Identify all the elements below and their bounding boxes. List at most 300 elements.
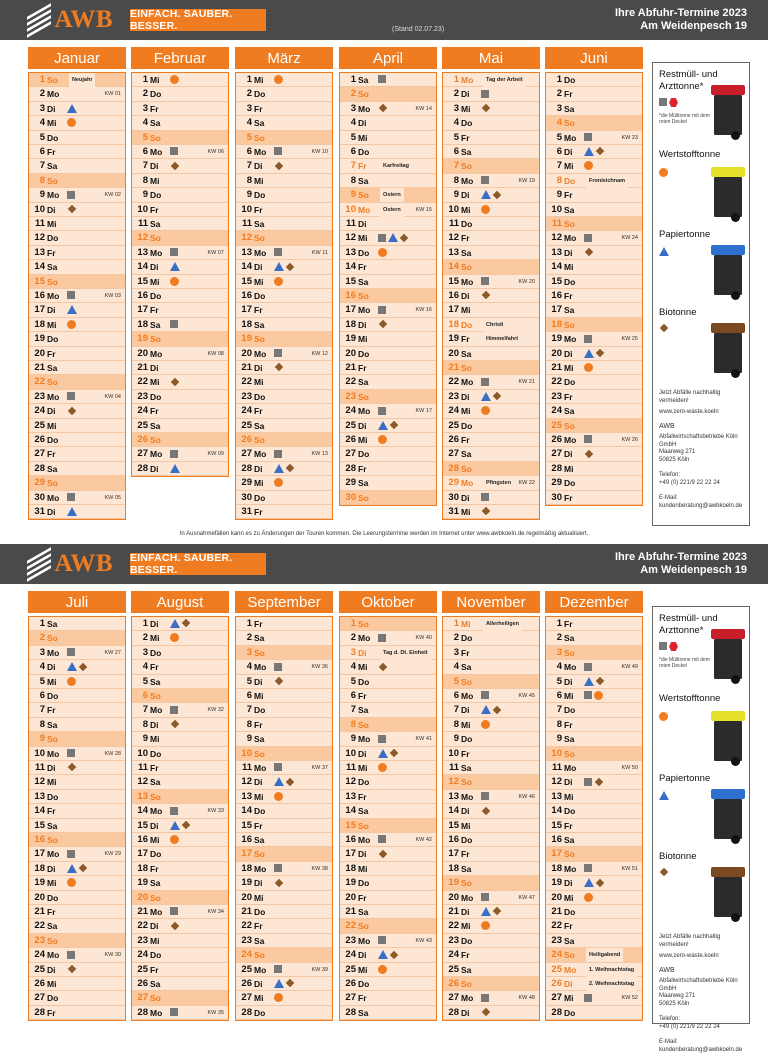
day-row[interactable] — [546, 862, 642, 876]
day-row[interactable] — [236, 347, 332, 361]
day-row[interactable] — [236, 862, 332, 876]
day-row[interactable] — [546, 390, 642, 404]
day-row[interactable] — [132, 347, 228, 361]
day-row[interactable] — [340, 631, 436, 645]
day-row[interactable] — [236, 246, 332, 260]
day-row[interactable] — [29, 905, 125, 919]
day-row[interactable] — [340, 260, 436, 274]
day-row[interactable] — [546, 303, 642, 317]
day-row[interactable] — [132, 375, 228, 389]
day-row[interactable] — [443, 116, 539, 130]
day-row[interactable] — [443, 732, 539, 746]
day-row[interactable] — [340, 145, 436, 159]
day-row[interactable] — [443, 675, 539, 689]
day-row[interactable] — [443, 174, 539, 188]
day-row[interactable] — [236, 433, 332, 447]
day-row[interactable] — [236, 617, 332, 631]
day-row[interactable] — [29, 505, 125, 519]
day-row[interactable] — [29, 159, 125, 173]
day-row[interactable] — [443, 804, 539, 818]
day-row[interactable] — [29, 646, 125, 660]
day-row[interactable] — [236, 977, 332, 991]
day-row[interactable] — [340, 833, 436, 847]
day-row[interactable] — [29, 631, 125, 645]
day-row[interactable] — [236, 361, 332, 375]
day-row[interactable] — [29, 332, 125, 346]
day-row[interactable] — [443, 332, 539, 346]
day-row[interactable] — [340, 491, 436, 505]
day-row[interactable] — [443, 991, 539, 1005]
day-row[interactable] — [236, 919, 332, 933]
day-row[interactable] — [132, 703, 228, 717]
day-row[interactable] — [236, 318, 332, 332]
day-row[interactable] — [340, 646, 436, 660]
day-row[interactable] — [443, 131, 539, 145]
day-row[interactable] — [132, 419, 228, 433]
day-row[interactable] — [340, 948, 436, 962]
day-row[interactable] — [132, 660, 228, 674]
day-row[interactable] — [29, 891, 125, 905]
day-row[interactable] — [132, 73, 228, 87]
day-row[interactable] — [29, 375, 125, 389]
day-row[interactable] — [29, 675, 125, 689]
day-row[interactable] — [132, 862, 228, 876]
day-row[interactable] — [443, 819, 539, 833]
day-row[interactable] — [443, 747, 539, 761]
day-row[interactable] — [236, 174, 332, 188]
day-row[interactable] — [236, 145, 332, 159]
day-row[interactable] — [443, 289, 539, 303]
day-row[interactable] — [29, 703, 125, 717]
day-row[interactable] — [236, 87, 332, 101]
day-row[interactable] — [132, 188, 228, 202]
day-row[interactable] — [340, 462, 436, 476]
day-row[interactable] — [29, 246, 125, 260]
day-row[interactable] — [340, 419, 436, 433]
day-row[interactable] — [443, 246, 539, 260]
day-row[interactable] — [340, 761, 436, 775]
day-row[interactable] — [340, 332, 436, 346]
day-row[interactable] — [443, 462, 539, 476]
day-row[interactable] — [132, 991, 228, 1005]
day-row[interactable] — [340, 617, 436, 631]
day-row[interactable] — [236, 660, 332, 674]
day-row[interactable] — [236, 390, 332, 404]
day-row[interactable] — [443, 977, 539, 991]
day-row[interactable] — [236, 260, 332, 274]
day-row[interactable] — [546, 246, 642, 260]
day-row[interactable] — [546, 991, 642, 1005]
day-row[interactable] — [132, 646, 228, 660]
day-row[interactable] — [236, 116, 332, 130]
day-row[interactable] — [132, 732, 228, 746]
day-row[interactable] — [340, 790, 436, 804]
day-row[interactable] — [236, 646, 332, 660]
day-row[interactable] — [546, 73, 642, 87]
day-row[interactable] — [546, 462, 642, 476]
day-row[interactable] — [29, 174, 125, 188]
day-row[interactable] — [340, 87, 436, 101]
day-row[interactable] — [29, 862, 125, 876]
day-row[interactable] — [443, 73, 539, 87]
day-row[interactable] — [443, 891, 539, 905]
day-row[interactable] — [443, 404, 539, 418]
day-row[interactable] — [443, 390, 539, 404]
day-row[interactable] — [236, 905, 332, 919]
day-row[interactable] — [236, 689, 332, 703]
day-row[interactable] — [132, 790, 228, 804]
day-row[interactable] — [546, 977, 642, 991]
day-row[interactable] — [443, 862, 539, 876]
day-row[interactable] — [340, 747, 436, 761]
day-row[interactable] — [132, 819, 228, 833]
day-row[interactable] — [29, 390, 125, 404]
day-row[interactable] — [546, 732, 642, 746]
day-row[interactable] — [132, 390, 228, 404]
day-row[interactable] — [132, 217, 228, 231]
day-row[interactable] — [340, 246, 436, 260]
day-row[interactable] — [546, 332, 642, 346]
day-row[interactable] — [29, 347, 125, 361]
day-row[interactable] — [29, 361, 125, 375]
day-row[interactable] — [546, 491, 642, 505]
day-row[interactable] — [443, 761, 539, 775]
day-row[interactable] — [29, 404, 125, 418]
day-row[interactable] — [546, 275, 642, 289]
day-row[interactable] — [236, 847, 332, 861]
day-row[interactable] — [443, 775, 539, 789]
day-row[interactable] — [236, 102, 332, 116]
day-row[interactable] — [29, 617, 125, 631]
day-row[interactable] — [236, 703, 332, 717]
day-row[interactable] — [546, 419, 642, 433]
day-row[interactable] — [443, 1006, 539, 1020]
day-row[interactable] — [443, 145, 539, 159]
day-row[interactable] — [340, 404, 436, 418]
day-row[interactable] — [443, 203, 539, 217]
day-row[interactable] — [340, 847, 436, 861]
day-row[interactable] — [340, 289, 436, 303]
day-row[interactable] — [340, 217, 436, 231]
day-row[interactable] — [340, 905, 436, 919]
day-row[interactable] — [546, 145, 642, 159]
day-row[interactable] — [132, 318, 228, 332]
day-row[interactable] — [236, 631, 332, 645]
day-row[interactable] — [340, 347, 436, 361]
day-row[interactable] — [546, 689, 642, 703]
day-row[interactable] — [132, 145, 228, 159]
day-row[interactable] — [340, 174, 436, 188]
day-row[interactable] — [546, 775, 642, 789]
day-row[interactable] — [132, 747, 228, 761]
day-row[interactable] — [340, 375, 436, 389]
day-row[interactable] — [546, 876, 642, 890]
day-row[interactable] — [340, 318, 436, 332]
day-row[interactable] — [546, 747, 642, 761]
day-row[interactable] — [236, 217, 332, 231]
day-row[interactable] — [340, 934, 436, 948]
day-row[interactable] — [546, 963, 642, 977]
day-row[interactable] — [443, 375, 539, 389]
day-row[interactable] — [29, 919, 125, 933]
day-row[interactable] — [340, 804, 436, 818]
day-row[interactable] — [340, 390, 436, 404]
day-row[interactable] — [546, 433, 642, 447]
day-row[interactable] — [546, 1006, 642, 1020]
day-row[interactable] — [236, 332, 332, 346]
day-row[interactable] — [443, 102, 539, 116]
day-row[interactable] — [546, 174, 642, 188]
day-row[interactable] — [236, 790, 332, 804]
day-row[interactable] — [29, 660, 125, 674]
day-row[interactable] — [546, 646, 642, 660]
day-row[interactable] — [236, 275, 332, 289]
day-row[interactable] — [132, 761, 228, 775]
day-row[interactable] — [546, 804, 642, 818]
day-row[interactable] — [29, 775, 125, 789]
day-row[interactable] — [29, 433, 125, 447]
day-row[interactable] — [546, 631, 642, 645]
day-row[interactable] — [29, 790, 125, 804]
day-row[interactable] — [29, 963, 125, 977]
day-row[interactable] — [132, 131, 228, 145]
day-row[interactable] — [546, 188, 642, 202]
day-row[interactable] — [132, 977, 228, 991]
day-row[interactable] — [29, 145, 125, 159]
day-row[interactable] — [236, 404, 332, 418]
day-row[interactable] — [443, 948, 539, 962]
day-row[interactable] — [443, 361, 539, 375]
day-row[interactable] — [132, 775, 228, 789]
day-row[interactable] — [340, 476, 436, 490]
day-row[interactable] — [132, 447, 228, 461]
day-row[interactable] — [546, 703, 642, 717]
day-row[interactable] — [132, 174, 228, 188]
day-row[interactable] — [340, 102, 436, 116]
day-row[interactable] — [132, 260, 228, 274]
day-row[interactable] — [546, 790, 642, 804]
day-row[interactable] — [443, 159, 539, 173]
day-row[interactable] — [443, 963, 539, 977]
day-row[interactable] — [29, 747, 125, 761]
day-row[interactable] — [443, 660, 539, 674]
day-row[interactable] — [443, 905, 539, 919]
day-row[interactable] — [132, 847, 228, 861]
day-row[interactable] — [546, 891, 642, 905]
day-row[interactable] — [340, 732, 436, 746]
day-row[interactable] — [443, 476, 539, 490]
day-row[interactable] — [443, 260, 539, 274]
day-row[interactable] — [546, 761, 642, 775]
day-row[interactable] — [29, 188, 125, 202]
day-row[interactable] — [132, 203, 228, 217]
day-row[interactable] — [443, 876, 539, 890]
day-row[interactable] — [340, 433, 436, 447]
day-row[interactable] — [132, 404, 228, 418]
day-row[interactable] — [443, 303, 539, 317]
day-row[interactable] — [443, 934, 539, 948]
day-row[interactable] — [443, 703, 539, 717]
day-row[interactable] — [29, 231, 125, 245]
day-row[interactable] — [29, 689, 125, 703]
day-row[interactable] — [236, 876, 332, 890]
day-row[interactable] — [29, 275, 125, 289]
day-row[interactable] — [340, 891, 436, 905]
day-row[interactable] — [132, 159, 228, 173]
day-row[interactable] — [29, 804, 125, 818]
day-row[interactable] — [236, 203, 332, 217]
day-row[interactable] — [236, 732, 332, 746]
day-row[interactable] — [236, 775, 332, 789]
day-row[interactable] — [132, 617, 228, 631]
day-row[interactable] — [546, 347, 642, 361]
day-row[interactable] — [132, 891, 228, 905]
day-row[interactable] — [236, 804, 332, 818]
day-row[interactable] — [340, 977, 436, 991]
day-row[interactable] — [29, 491, 125, 505]
day-row[interactable] — [29, 819, 125, 833]
day-row[interactable] — [443, 631, 539, 645]
day-row[interactable] — [29, 73, 125, 87]
day-row[interactable] — [29, 476, 125, 490]
day-row[interactable] — [29, 833, 125, 847]
day-row[interactable] — [132, 963, 228, 977]
day-row[interactable] — [546, 948, 642, 962]
day-row[interactable] — [546, 260, 642, 274]
day-row[interactable] — [340, 718, 436, 732]
day-row[interactable] — [132, 934, 228, 948]
day-row[interactable] — [546, 476, 642, 490]
day-row[interactable] — [236, 934, 332, 948]
day-row[interactable] — [340, 275, 436, 289]
day-row[interactable] — [236, 1006, 332, 1020]
day-row[interactable] — [236, 819, 332, 833]
day-row[interactable] — [29, 934, 125, 948]
day-row[interactable] — [546, 617, 642, 631]
day-row[interactable] — [236, 303, 332, 317]
day-row[interactable] — [236, 761, 332, 775]
day-row[interactable] — [236, 963, 332, 977]
day-row[interactable] — [29, 718, 125, 732]
day-row[interactable] — [29, 876, 125, 890]
day-row[interactable] — [29, 303, 125, 317]
day-row[interactable] — [546, 361, 642, 375]
day-row[interactable] — [236, 131, 332, 145]
day-row[interactable] — [443, 718, 539, 732]
day-row[interactable] — [132, 231, 228, 245]
day-row[interactable] — [132, 102, 228, 116]
day-row[interactable] — [236, 476, 332, 490]
day-row[interactable] — [236, 948, 332, 962]
day-row[interactable] — [340, 1006, 436, 1020]
day-row[interactable] — [340, 775, 436, 789]
day-row[interactable] — [236, 73, 332, 87]
day-row[interactable] — [132, 289, 228, 303]
day-row[interactable] — [236, 491, 332, 505]
day-row[interactable] — [443, 689, 539, 703]
day-row[interactable] — [132, 689, 228, 703]
day-row[interactable] — [546, 833, 642, 847]
day-row[interactable] — [546, 934, 642, 948]
day-row[interactable] — [132, 332, 228, 346]
day-row[interactable] — [132, 833, 228, 847]
day-row[interactable] — [29, 87, 125, 101]
day-row[interactable] — [132, 462, 228, 476]
day-row[interactable] — [443, 617, 539, 631]
day-row[interactable] — [443, 433, 539, 447]
day-row[interactable] — [340, 131, 436, 145]
day-row[interactable] — [340, 689, 436, 703]
day-row[interactable] — [546, 375, 642, 389]
day-row[interactable] — [546, 819, 642, 833]
day-row[interactable] — [340, 819, 436, 833]
day-row[interactable] — [443, 419, 539, 433]
day-row[interactable] — [340, 231, 436, 245]
day-row[interactable] — [236, 231, 332, 245]
day-row[interactable] — [546, 919, 642, 933]
day-row[interactable] — [340, 963, 436, 977]
day-row[interactable] — [443, 790, 539, 804]
day-row[interactable] — [443, 491, 539, 505]
day-row[interactable] — [236, 505, 332, 519]
day-row[interactable] — [443, 188, 539, 202]
day-row[interactable] — [546, 87, 642, 101]
day-row[interactable] — [29, 289, 125, 303]
day-row[interactable] — [132, 948, 228, 962]
day-row[interactable] — [236, 747, 332, 761]
day-row[interactable] — [546, 289, 642, 303]
day-row[interactable] — [132, 361, 228, 375]
day-row[interactable] — [340, 660, 436, 674]
day-row[interactable] — [443, 231, 539, 245]
day-row[interactable] — [340, 361, 436, 375]
day-row[interactable] — [29, 761, 125, 775]
day-row[interactable] — [443, 347, 539, 361]
day-row[interactable] — [29, 732, 125, 746]
day-row[interactable] — [340, 159, 436, 173]
day-row[interactable] — [29, 260, 125, 274]
day-row[interactable] — [29, 203, 125, 217]
day-row[interactable] — [132, 919, 228, 933]
day-row[interactable] — [340, 447, 436, 461]
day-row[interactable] — [546, 675, 642, 689]
day-row[interactable] — [443, 847, 539, 861]
day-row[interactable] — [132, 275, 228, 289]
day-row[interactable] — [340, 188, 436, 202]
day-row[interactable] — [340, 73, 436, 87]
day-row[interactable] — [546, 231, 642, 245]
day-row[interactable] — [546, 217, 642, 231]
day-row[interactable] — [29, 318, 125, 332]
day-row[interactable] — [546, 203, 642, 217]
day-row[interactable] — [236, 675, 332, 689]
day-row[interactable] — [340, 991, 436, 1005]
day-row[interactable] — [443, 447, 539, 461]
day-row[interactable] — [132, 116, 228, 130]
day-row[interactable] — [546, 905, 642, 919]
day-row[interactable] — [132, 246, 228, 260]
day-row[interactable] — [443, 919, 539, 933]
day-row[interactable] — [236, 159, 332, 173]
day-row[interactable] — [29, 1006, 125, 1020]
day-row[interactable] — [546, 131, 642, 145]
day-row[interactable] — [443, 833, 539, 847]
day-row[interactable] — [236, 188, 332, 202]
day-row[interactable] — [29, 447, 125, 461]
day-row[interactable] — [29, 419, 125, 433]
day-row[interactable] — [236, 375, 332, 389]
day-row[interactable] — [546, 447, 642, 461]
